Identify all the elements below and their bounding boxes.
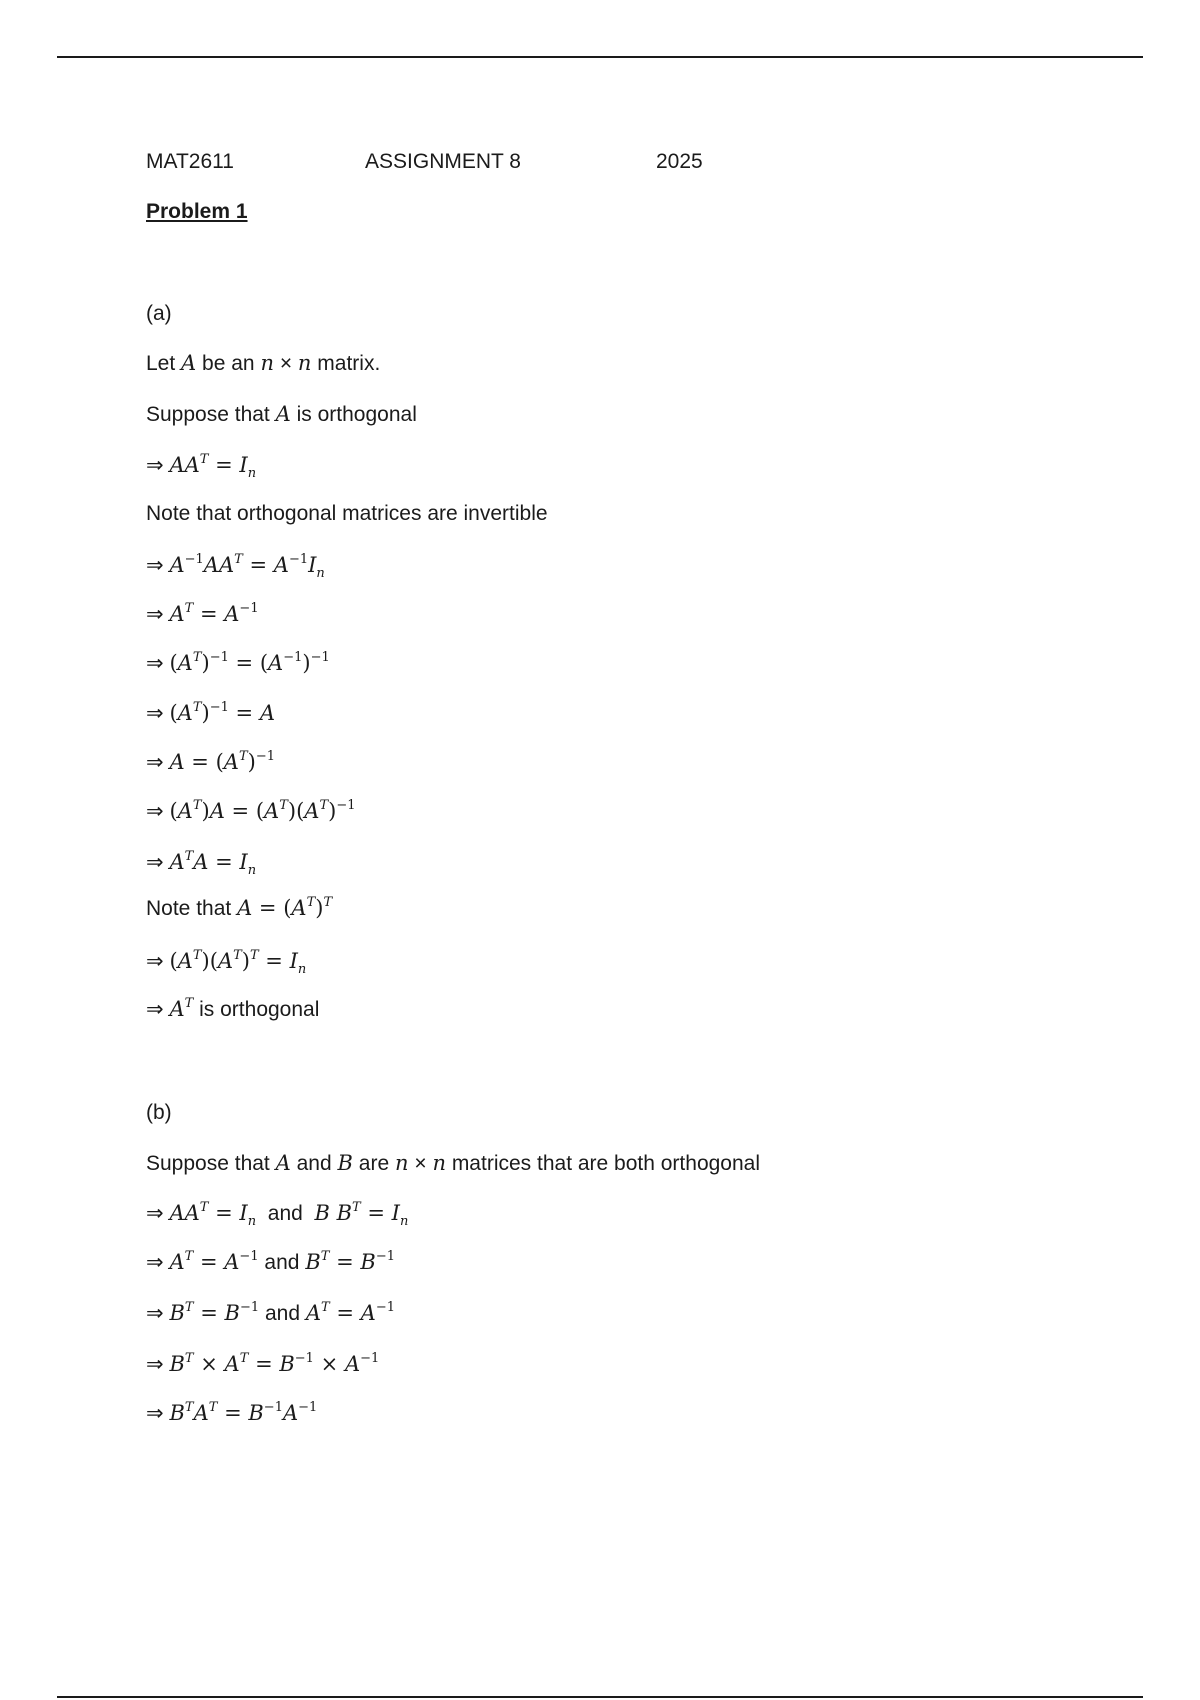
equation-line: ⇒ $(A^T)A = (A^T)(A^T)^{-1}$ [146, 798, 356, 823]
equation-line: ⇒ $B^T = B^{-1}$ and $A^T = A^{-1}$ [146, 1300, 395, 1325]
statement-line: Suppose that A is orthogonal [146, 402, 417, 426]
equation-line: ⇒ $A^TA = I_n$ [146, 849, 257, 878]
course-code: MAT2611 [146, 150, 234, 173]
equation-line: ⇒ $AA^T = I_n$ and B $B^T = I_n$ [146, 1200, 409, 1229]
statement-line: Let A be an n × n matrix. [146, 351, 381, 375]
conclusion-line: ⇒ $A^T$ is orthogonal [146, 996, 320, 1021]
statement-line: Suppose that A and B are n × n matrices that are both orthogonal [146, 1151, 760, 1175]
assignment-title: ASSIGNMENT 8 [365, 150, 521, 173]
top-rule [57, 56, 1143, 58]
equation-line: ⇒ $(A^T)^{-1} = A$ [146, 700, 275, 725]
equation-line: ⇒ $B^TA^T = B^{-1}A^{-1}$ [146, 1400, 318, 1425]
equation-line: ⇒ $A^T = A^{-1}$ [146, 601, 259, 626]
equation-line: ⇒ $(A^T)(A^T)^T = I_n$ [146, 948, 307, 977]
problem-title: Problem 1 [146, 200, 248, 223]
equation-line: ⇒ $(A^T)^{-1} = (A^{-1})^{-1}$ [146, 650, 330, 675]
equation-line: ⇒ $A^T = A^{-1}$ and $B^T = B^{-1}$ [146, 1249, 395, 1274]
equation-line: ⇒ $AA^T = I_n$ [146, 452, 257, 481]
statement-line: Note that orthogonal matrices are invertible [146, 502, 548, 525]
equation-line: ⇒ $A = (A^T)^{-1}$ [146, 749, 275, 774]
bottom-rule [57, 1696, 1143, 1698]
equation-line: ⇒ $A^{-1}AA^T = A^{-1}I_n$ [146, 552, 325, 581]
part-a-label: (a) [146, 302, 172, 325]
statement-line: Note that $A = (A^T)^T$ [146, 895, 333, 920]
part-b-label: (b) [146, 1101, 172, 1124]
assignment-year: 2025 [656, 150, 703, 173]
equation-line: ⇒ $B^T \times A^T = B^{-1} \times A^{-1}$ [146, 1351, 380, 1376]
